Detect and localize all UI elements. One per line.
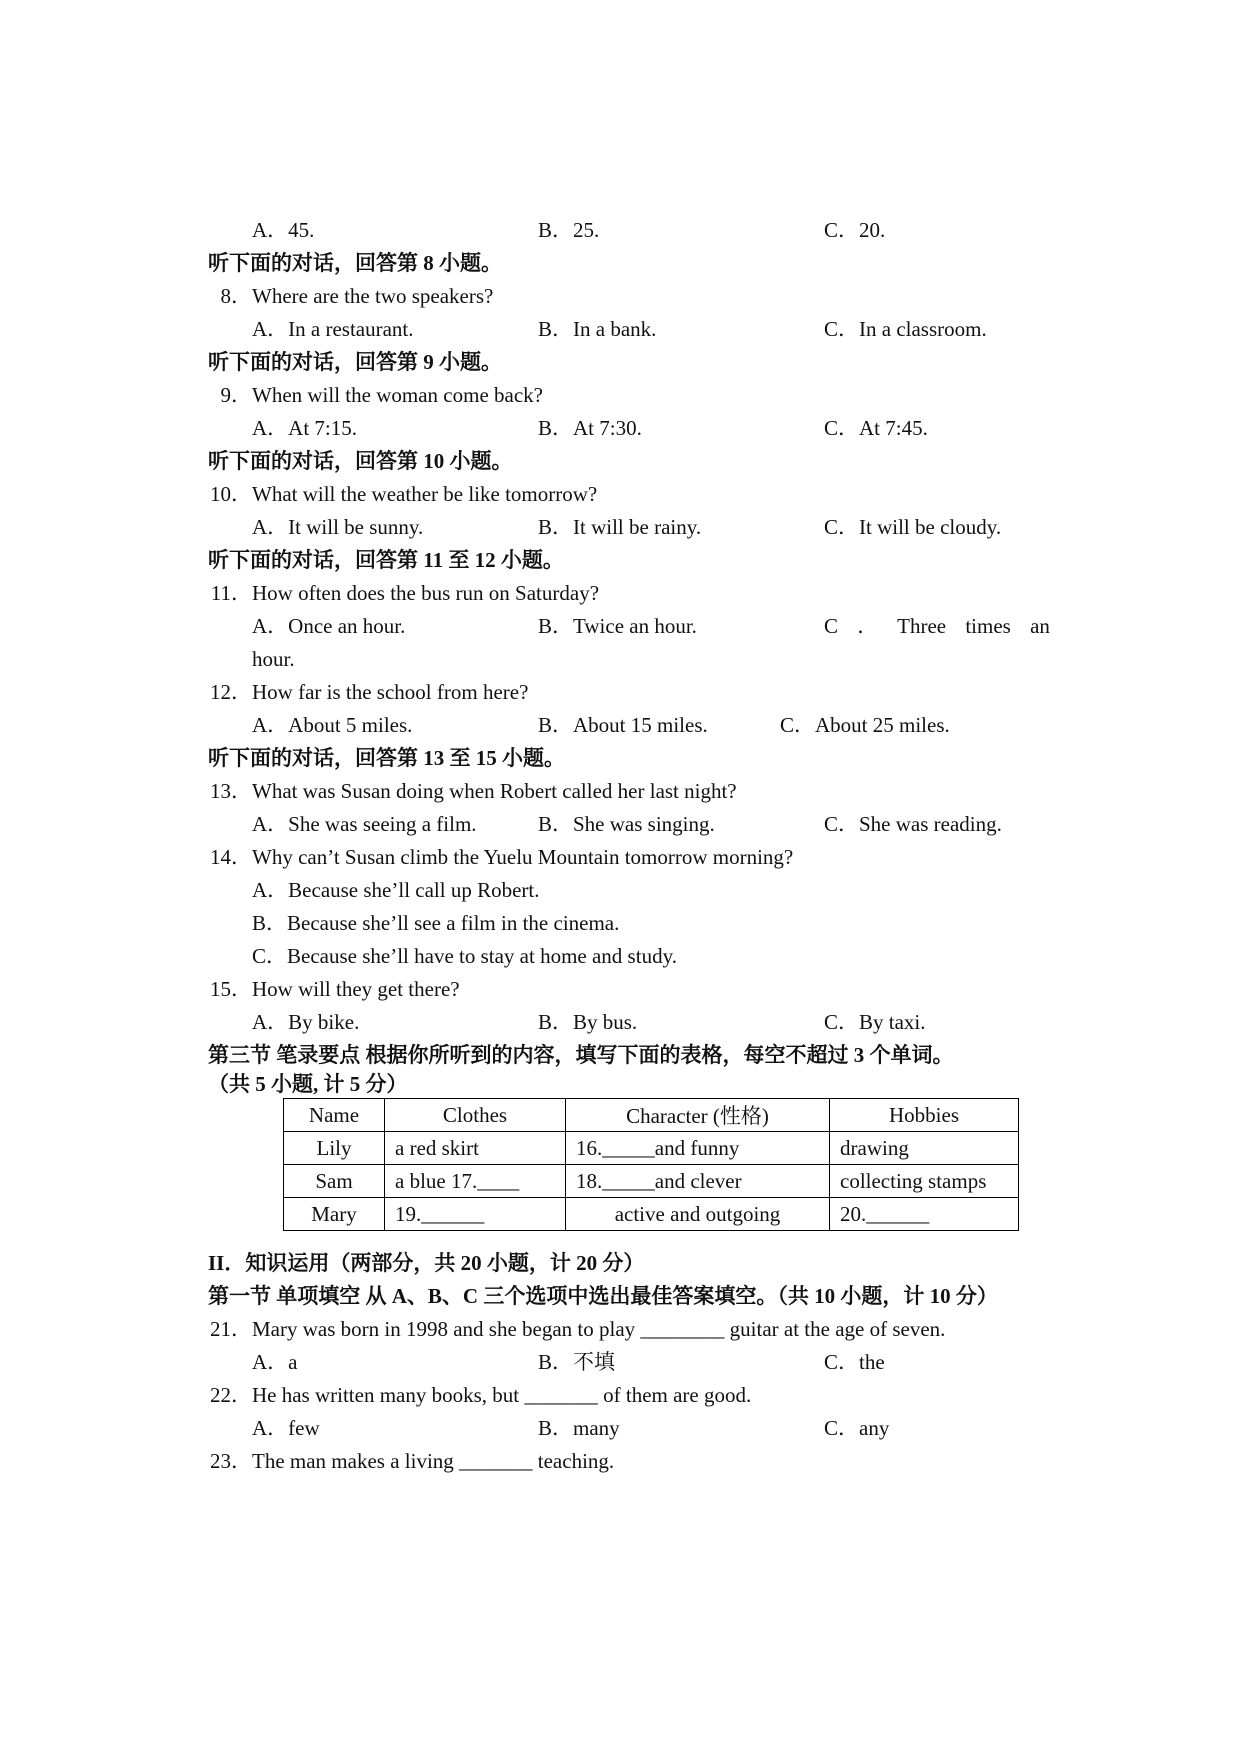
section-3-title: 第三节 笔录要点 根据你所听到的内容，填写下面的表格，每空不超过 3 个单词。: [208, 1043, 954, 1067]
q13-option-a: A．She was seeing a film.: [252, 812, 477, 836]
q7-option-c: C．20.: [824, 218, 886, 242]
q8-option-c: C．In a classroom.: [824, 317, 987, 341]
part-2-title: II．知识运用（两部分，共 20 小题，计 20 分）: [208, 1251, 645, 1275]
q12-option-c: C．About 25 miles.: [780, 713, 950, 737]
table-row: [284, 1132, 1019, 1165]
heading-q11-12: 听下面的对话，回答第 11 至 12 小题。: [208, 548, 564, 572]
question-number: 14．: [210, 845, 252, 869]
header-clothes: Clothes: [385, 1099, 566, 1132]
q11-option-b: B．Twice an hour.: [538, 614, 697, 638]
question-text: Where are the two speakers?: [252, 284, 494, 308]
q22-option-b: B．many: [538, 1416, 620, 1440]
q13-option-b: B．She was singing.: [538, 812, 715, 836]
question-text: What was Susan doing when Robert called her last night?: [252, 779, 737, 803]
question-13: [208, 775, 737, 807]
question-text: When will the woman come back?: [252, 383, 543, 407]
q14-option-b: B．Because she’ll see a film in the cinema.: [252, 911, 620, 935]
question-number: 10．: [210, 482, 252, 506]
q12-option-a: A．About 5 miles.: [252, 713, 413, 737]
question-9: [208, 379, 543, 411]
cell-clothes: a blue 17.____: [385, 1165, 566, 1198]
q11-option-c: C ． Three times an: [824, 614, 1050, 638]
table-header-row: [284, 1099, 1019, 1132]
cell-character: 16._____and funny: [566, 1132, 830, 1165]
q15-option-c: C．By taxi.: [824, 1010, 926, 1034]
q8-option-a: A．In a restaurant.: [252, 317, 414, 341]
cell-clothes: a red skirt: [385, 1132, 566, 1165]
question-number: 13．: [210, 779, 252, 803]
heading-q10: 听下面的对话，回答第 10 小题。: [208, 449, 513, 473]
cell-name: Lily: [284, 1132, 385, 1165]
cell-name: Mary: [284, 1198, 385, 1231]
question-23: [208, 1445, 614, 1477]
question-number: 9．: [220, 383, 252, 407]
q14-option-c: C．Because she’ll have to stay at home and study.: [252, 944, 677, 968]
question-text: How far is the school from here?: [252, 680, 529, 704]
q9-option-b: B．At 7:30.: [538, 416, 642, 440]
q11-option-c-tail: hour.: [252, 647, 295, 671]
part-2-section-1-title: 第一节 单项填空 从 A、B、C 三个选项中选出最佳答案填空。（共 10 小题，计 10 分）: [208, 1284, 998, 1308]
section-3-subtitle: （共 5 小题, 计 5 分）: [208, 1072, 408, 1096]
question-text: How often does the bus run on Saturday?: [252, 581, 600, 605]
q10-option-c: C．It will be cloudy.: [824, 515, 1002, 539]
q8-option-b: B．In a bank.: [538, 317, 657, 341]
question-number: 23．: [210, 1449, 252, 1473]
question-number: 8．: [220, 284, 252, 308]
notes-table: [283, 1098, 1019, 1231]
question-text: He has written many books, but _______ of them are good.: [252, 1383, 752, 1407]
header-character: Character (性格): [566, 1099, 830, 1132]
q9-option-a: A．At 7:15.: [252, 416, 357, 440]
table-row: [284, 1198, 1019, 1231]
q10-option-b: B．It will be rainy.: [538, 515, 702, 539]
q15-option-a: A．By bike.: [252, 1010, 360, 1034]
q7-option-b: B．25.: [538, 218, 600, 242]
question-text: How will they get there?: [252, 977, 460, 1001]
cell-character: active and outgoing: [566, 1198, 830, 1231]
question-number: 12．: [210, 680, 252, 704]
cell-clothes: 19.______: [385, 1198, 566, 1231]
question-number: 22．: [210, 1383, 252, 1407]
q9-option-c: C．At 7:45.: [824, 416, 928, 440]
header-name: Name: [284, 1099, 385, 1132]
question-15: [208, 973, 460, 1005]
q14-option-a: A．Because she’ll call up Robert.: [252, 878, 540, 902]
question-number: 11．: [210, 581, 252, 605]
cell-hobbies: 20.______: [830, 1198, 1019, 1231]
q10-option-a: A．It will be sunny.: [252, 515, 424, 539]
q13-option-c: C．She was reading.: [824, 812, 1002, 836]
q21-option-b: B．不填: [538, 1350, 616, 1374]
question-text: The man makes a living _______ teaching.: [252, 1449, 615, 1473]
question-number: 15．: [210, 977, 252, 1001]
q21-option-c: C．the: [824, 1350, 885, 1374]
question-8: [208, 280, 493, 312]
q15-option-b: B．By bus.: [538, 1010, 638, 1034]
q12-option-b: B．About 15 miles.: [538, 713, 708, 737]
table-row: [284, 1165, 1019, 1198]
q7-option-a: A．45.: [252, 218, 315, 242]
cell-name: Sam: [284, 1165, 385, 1198]
heading-q8: 听下面的对话，回答第 8 小题。: [208, 251, 502, 275]
heading-q13-15: 听下面的对话，回答第 13 至 15 小题。: [208, 746, 565, 770]
q21-option-a: A．a: [252, 1350, 298, 1374]
question-text: Why can’t Susan climb the Yuelu Mountain tomorrow morning?: [252, 845, 794, 869]
q11-option-a: A．Once an hour.: [252, 614, 406, 638]
question-text: What will the weather be like tomorrow?: [252, 482, 598, 506]
question-10: [208, 478, 597, 510]
cell-hobbies: collecting stamps: [830, 1165, 1019, 1198]
question-22: [208, 1379, 751, 1411]
heading-q9: 听下面的对话，回答第 9 小题。: [208, 350, 502, 374]
question-11: [208, 577, 599, 609]
question-text: Mary was born in 1998 and she began to play ________ guitar at the age of seven.: [252, 1317, 946, 1341]
q22-option-a: A．few: [252, 1416, 320, 1440]
question-14: [208, 841, 793, 873]
header-hobbies: Hobbies: [830, 1099, 1019, 1132]
question-21: [208, 1313, 945, 1345]
cell-hobbies: drawing: [830, 1132, 1019, 1165]
cell-character: 18._____and clever: [566, 1165, 830, 1198]
question-number: 21．: [210, 1317, 252, 1341]
q22-option-c: C．any: [824, 1416, 890, 1440]
question-12: [208, 676, 528, 708]
